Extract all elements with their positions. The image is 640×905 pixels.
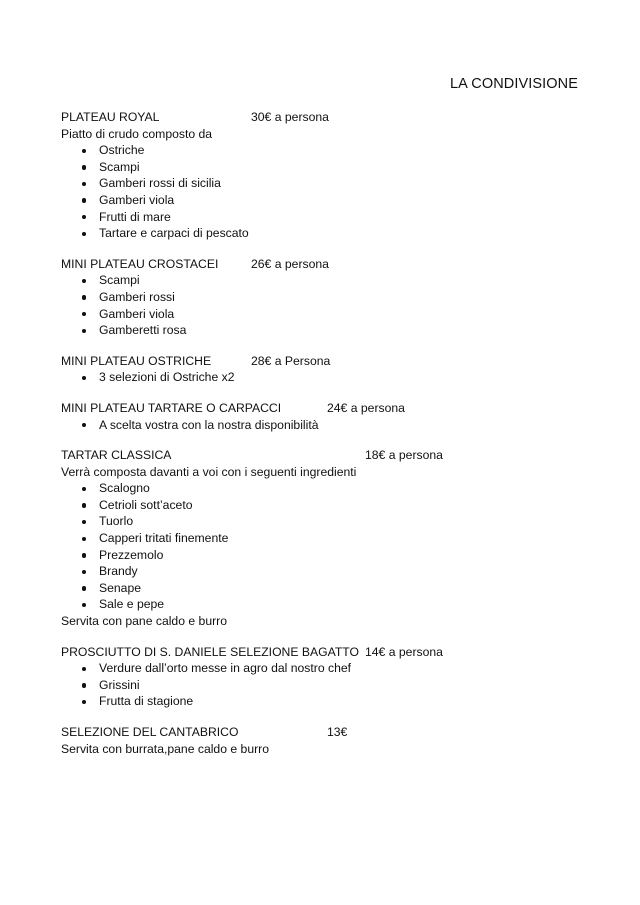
- dish-price: 30€ a persona: [251, 110, 329, 124]
- ingredient-list: [61, 660, 601, 710]
- ingredient-list: [61, 480, 601, 613]
- menu-section-mini-plateau-ostriche: [61, 353, 601, 386]
- section-header: [61, 724, 601, 741]
- dish-name: MINI PLATEAU CROSTACEI: [61, 256, 219, 271]
- list-item: Gamberetti rosa: [61, 322, 601, 339]
- dish-name: PROSCIUTTO DI S. DANIELE SELEZIONE BAGATTO: [61, 644, 359, 659]
- section-header: [61, 447, 601, 464]
- dish-price: 18€ a persona: [365, 448, 443, 463]
- list-item: Grissini: [61, 677, 601, 694]
- dish-price: 13€: [327, 725, 348, 739]
- section-header: [61, 109, 601, 126]
- list-item: Scampi: [61, 159, 601, 176]
- page-title: LA CONDIVISIONE: [449, 76, 578, 92]
- dish-name: SELEZIONE DEL CANTABRICO: [61, 725, 239, 739]
- list-item: 3 selezioni di Ostriche x2: [61, 369, 601, 386]
- list-item: Gamberi viola: [61, 306, 601, 323]
- list-item: Frutti di mare: [61, 209, 601, 226]
- dish-name: MINI PLATEAU OSTRICHE: [61, 353, 212, 368]
- dish-name: TARTAR CLASSICA: [61, 448, 172, 463]
- dish-intro: Piatto di crudo composto da: [61, 126, 213, 141]
- menu-section-prosciutto-s-daniele: [61, 644, 601, 710]
- dish-intro: Verrà composta davanti a voi con i seguenti ingredienti: [61, 464, 357, 479]
- list-item: Gamberi rossi: [61, 289, 601, 306]
- menu-section-tartar-classica: [61, 447, 601, 630]
- list-item: Frutta di stagione: [61, 693, 601, 710]
- list-item: Scampi: [61, 272, 601, 289]
- list-item: Gamberi viola: [61, 192, 601, 209]
- list-item: Prezzemolo: [61, 547, 601, 564]
- list-item: Capperi tritati finemente: [61, 530, 601, 547]
- section-header: [61, 400, 601, 417]
- menu-list: [61, 109, 601, 771]
- section-header: [61, 256, 601, 273]
- section-header: [61, 353, 601, 370]
- ingredient-list: [61, 417, 601, 434]
- dish-name: PLATEAU ROYAL: [61, 110, 160, 124]
- menu-section-selezione-cantabrico: [61, 724, 601, 757]
- dish-intro: Servita con burrata,pane caldo e burro: [61, 741, 269, 756]
- dish-price: 26€ a persona: [251, 256, 329, 271]
- list-item: Cetrioli sott’aceto: [61, 497, 601, 514]
- section-header: [61, 644, 601, 661]
- dish-price: 28€ a Persona: [251, 353, 331, 368]
- dish-price: 24€ a persona: [327, 400, 405, 415]
- dish-outro: Servita con pane caldo e burro: [61, 614, 227, 629]
- list-item: Gamberi rossi di sicilia: [61, 175, 601, 192]
- list-item: Senape: [61, 580, 601, 597]
- ingredient-list: [61, 272, 601, 338]
- list-item: Ostriche: [61, 142, 601, 159]
- list-item: Verdure dall’orto messe in agro dal nostro chef: [61, 660, 601, 677]
- ingredient-list: [61, 142, 601, 242]
- menu-section-mini-plateau-tartare: [61, 400, 601, 433]
- list-item: Scalogno: [61, 480, 601, 497]
- dish-price: 14€ a persona: [365, 644, 443, 659]
- list-item: Sale e pepe: [61, 596, 601, 613]
- list-item: Brandy: [61, 563, 601, 580]
- menu-section-plateau-royal: [61, 109, 601, 242]
- list-item: Tuorlo: [61, 513, 601, 530]
- menu-section-mini-plateau-crostacei: [61, 256, 601, 339]
- list-item: A scelta vostra con la nostra disponibilità: [61, 417, 601, 434]
- list-item: Tartare e carpaci di pescato: [61, 225, 601, 242]
- ingredient-list: [61, 369, 601, 386]
- dish-name: MINI PLATEAU TARTARE O CARPACCI: [61, 400, 282, 415]
